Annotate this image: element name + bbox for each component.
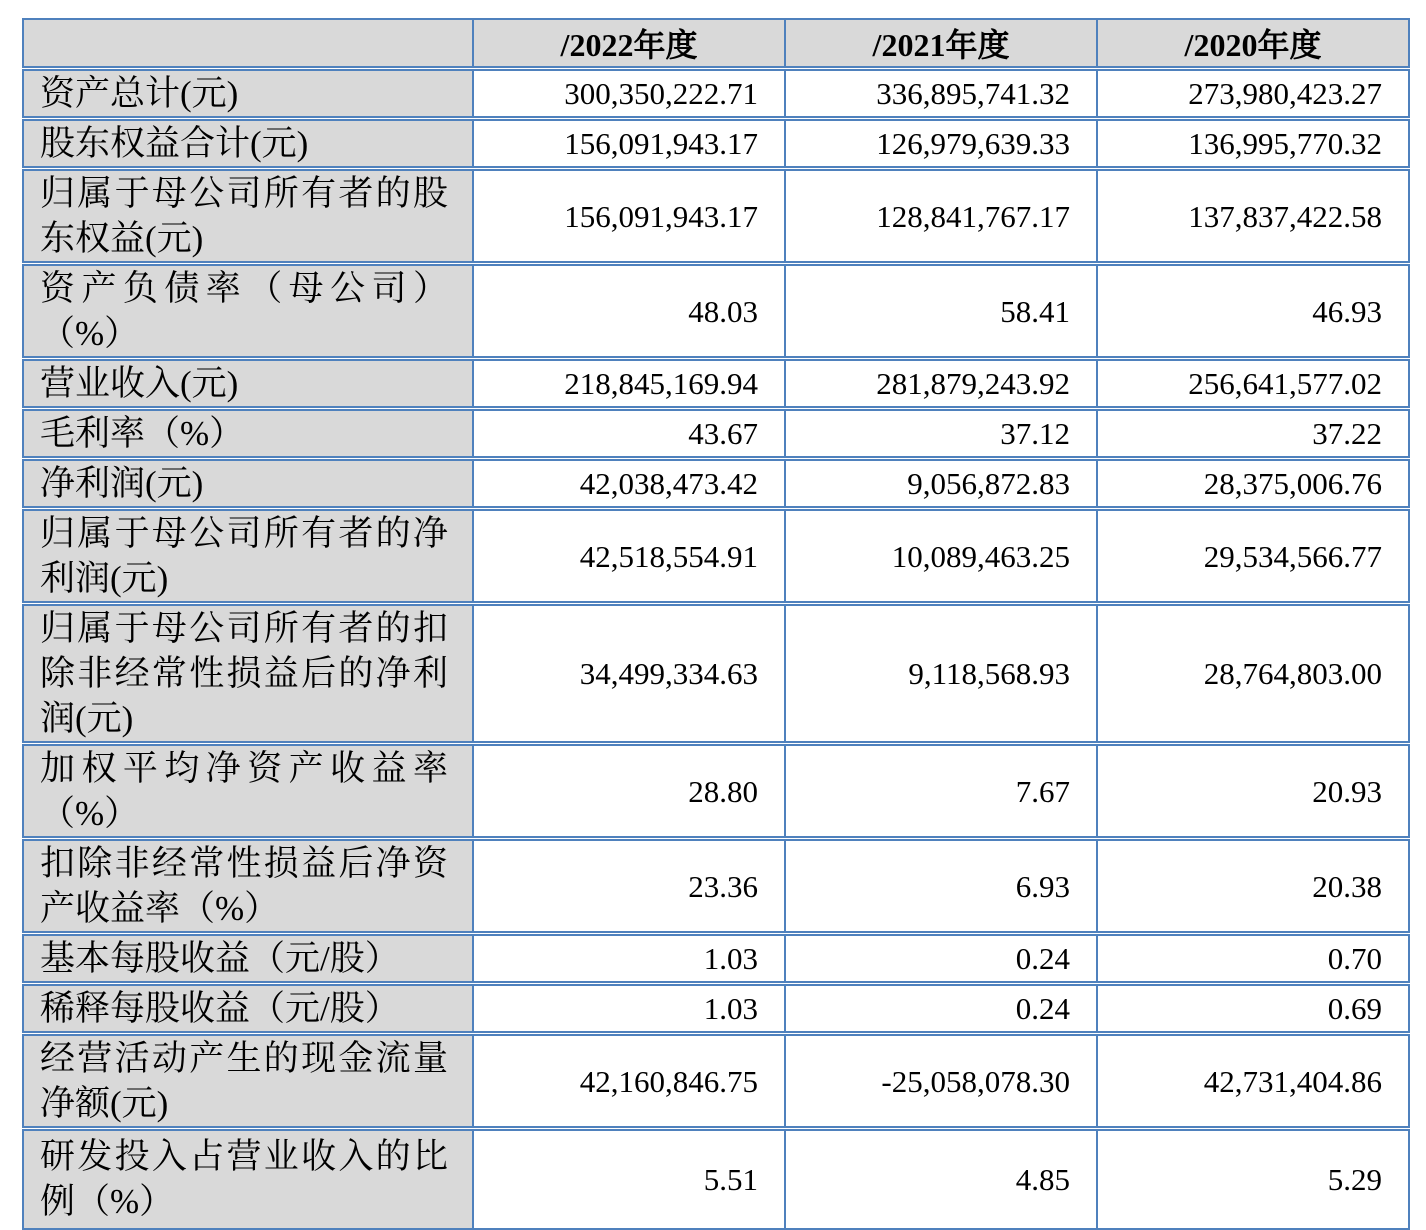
header-year-2021: /2021年度 (785, 19, 1097, 69)
table-body (23, 69, 1409, 1229)
value-cell: 273,980,423.27 (1097, 69, 1409, 119)
value-cell: 1.03 (473, 984, 785, 1034)
value-cell: 10,089,463.25 (785, 509, 1097, 604)
value-cell: 58.41 (785, 264, 1097, 359)
table-row (23, 744, 1409, 839)
table-row (23, 264, 1409, 359)
value-cell: 23.36 (473, 839, 785, 934)
header-corner-cell (23, 19, 473, 69)
value-cell: 37.12 (785, 409, 1097, 459)
table-header (23, 19, 1409, 69)
table-row (23, 459, 1409, 509)
value-cell: 137,837,422.58 (1097, 169, 1409, 264)
value-cell: 128,841,767.17 (785, 169, 1097, 264)
table-row (23, 509, 1409, 604)
value-cell: 336,895,741.32 (785, 69, 1097, 119)
table-row (23, 119, 1409, 169)
value-cell: 28,764,803.00 (1097, 604, 1409, 744)
header-row (23, 19, 1409, 69)
value-cell: 0.24 (785, 984, 1097, 1034)
value-cell: 300,350,222.71 (473, 69, 785, 119)
row-label: 营业收入(元) (23, 359, 473, 409)
value-cell: 20.93 (1097, 744, 1409, 839)
value-cell: 20.38 (1097, 839, 1409, 934)
value-cell: 0.69 (1097, 984, 1409, 1034)
value-cell: 42,160,846.75 (473, 1034, 785, 1129)
row-label: 资产负债率（母公司）（%） (23, 264, 473, 359)
row-label: 归属于母公司所有者的净利润(元) (23, 509, 473, 604)
value-cell: 156,091,943.17 (473, 119, 785, 169)
value-cell: 0.24 (785, 934, 1097, 984)
value-cell: 42,038,473.42 (473, 459, 785, 509)
row-label: 资产总计(元) (23, 69, 473, 119)
value-cell: 29,534,566.77 (1097, 509, 1409, 604)
table-row (23, 984, 1409, 1034)
header-year-2022: /2022年度 (473, 19, 785, 69)
row-label: 归属于母公司所有者的股东权益(元) (23, 169, 473, 264)
row-label: 稀释每股收益（元/股） (23, 984, 473, 1034)
value-cell: 1.03 (473, 934, 785, 984)
row-label: 经营活动产生的现金流量净额(元) (23, 1034, 473, 1129)
value-cell: 126,979,639.33 (785, 119, 1097, 169)
value-cell: 5.51 (473, 1129, 785, 1229)
value-cell: 46.93 (1097, 264, 1409, 359)
financial-summary-table (22, 18, 1410, 1230)
value-cell: 42,518,554.91 (473, 509, 785, 604)
value-cell: 34,499,334.63 (473, 604, 785, 744)
value-cell: 42,731,404.86 (1097, 1034, 1409, 1129)
table-row (23, 409, 1409, 459)
table-row (23, 839, 1409, 934)
value-cell: 28,375,006.76 (1097, 459, 1409, 509)
value-cell: 9,056,872.83 (785, 459, 1097, 509)
table-row (23, 169, 1409, 264)
table-row (23, 604, 1409, 744)
row-label: 研发投入占营业收入的比例（%） (23, 1129, 473, 1229)
table-row (23, 359, 1409, 409)
value-cell: 4.85 (785, 1129, 1097, 1229)
row-label: 净利润(元) (23, 459, 473, 509)
value-cell: 156,091,943.17 (473, 169, 785, 264)
row-label: 扣除非经常性损益后净资产收益率（%） (23, 839, 473, 934)
value-cell: -25,058,078.30 (785, 1034, 1097, 1129)
row-label: 毛利率（%） (23, 409, 473, 459)
value-cell: 218,845,169.94 (473, 359, 785, 409)
header-year-2020: /2020年度 (1097, 19, 1409, 69)
value-cell: 6.93 (785, 839, 1097, 934)
value-cell: 136,995,770.32 (1097, 119, 1409, 169)
row-label: 基本每股收益（元/股） (23, 934, 473, 984)
value-cell: 9,118,568.93 (785, 604, 1097, 744)
row-label: 加权平均净资产收益率（%） (23, 744, 473, 839)
row-label: 归属于母公司所有者的扣除非经常性损益后的净利润(元) (23, 604, 473, 744)
table-row (23, 1129, 1409, 1229)
table-row (23, 934, 1409, 984)
value-cell: 256,641,577.02 (1097, 359, 1409, 409)
table-row (23, 69, 1409, 119)
table-row (23, 1034, 1409, 1129)
value-cell: 7.67 (785, 744, 1097, 839)
value-cell: 28.80 (473, 744, 785, 839)
value-cell: 281,879,243.92 (785, 359, 1097, 409)
value-cell: 5.29 (1097, 1129, 1409, 1229)
value-cell: 37.22 (1097, 409, 1409, 459)
value-cell: 48.03 (473, 264, 785, 359)
value-cell: 0.70 (1097, 934, 1409, 984)
value-cell: 43.67 (473, 409, 785, 459)
row-label: 股东权益合计(元) (23, 119, 473, 169)
